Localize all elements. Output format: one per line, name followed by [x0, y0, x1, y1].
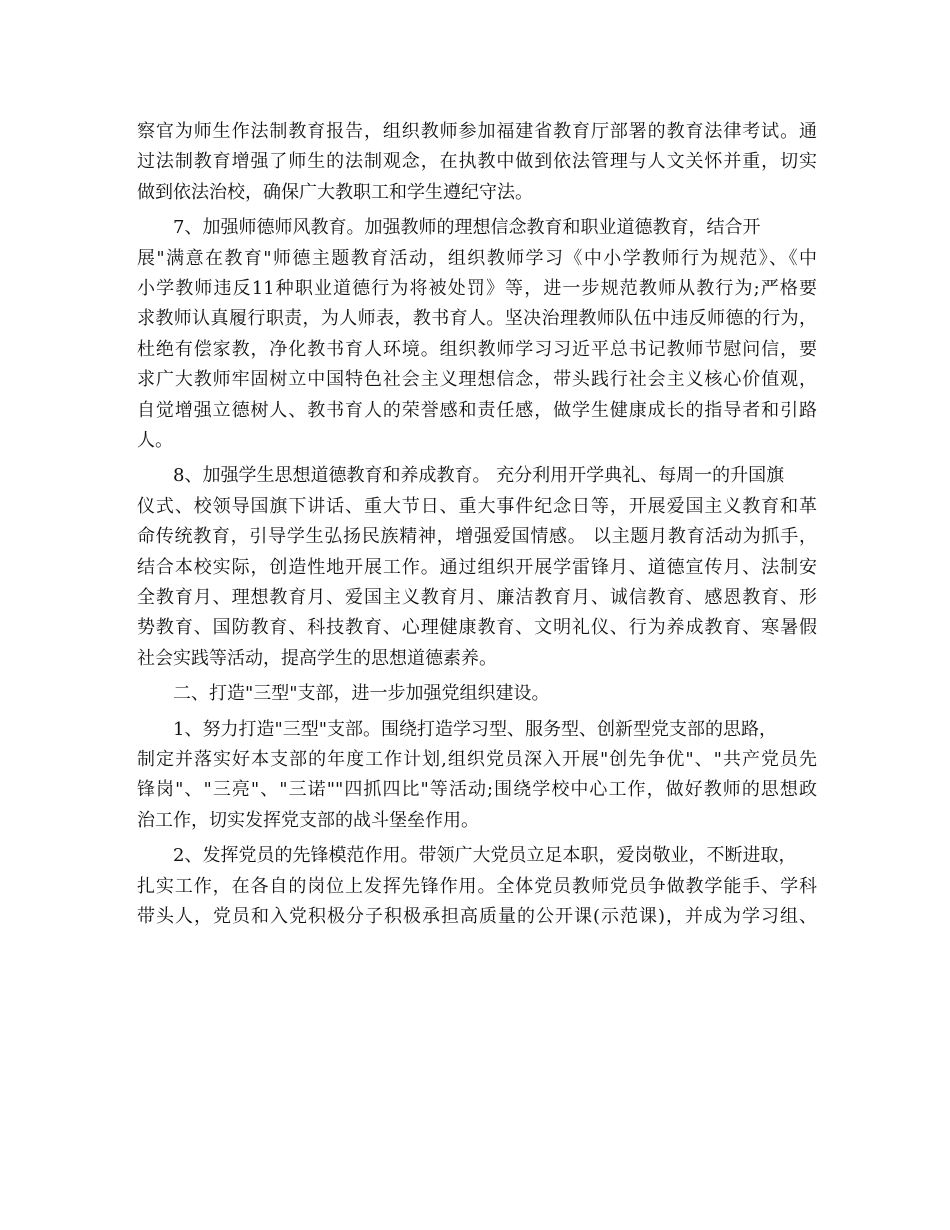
document-body	[137, 117, 817, 932]
section-heading-party-building	[137, 679, 817, 709]
text-line: 势教育、国防教育、科技教育、心理健康教育、文明礼仪、行为养成教育、寒暑假	[137, 617, 817, 639]
text-line: 治工作，切实发挥党支部的战斗堡垒作用。	[137, 809, 479, 831]
text-line: 全教育月、理想教育月、爱国主义教育月、廉洁教育月、诚信教育、感恩教育、形	[137, 586, 817, 608]
text-line: 求广大教师牢固树立中国特色社会主义理想信念，带头践行社会主义核心价值观，	[137, 369, 817, 391]
text-line: 2、发挥党员的先锋模范作用。带领广大党员立足本职，爱岗敬业，不断进取，	[173, 845, 797, 867]
paragraph-student-moral-education	[137, 461, 817, 674]
text-line: 8、加强学生思想道德教育和养成教育。 充分利用开学典礼、每周一的升国旗	[173, 465, 785, 487]
text-line: 扎实工作，在各自的岗位上发挥先锋作用。全体党员教师党员争做教学能手、学科	[137, 875, 817, 897]
paragraph-party-member-role	[137, 841, 817, 932]
text-line: 锋岗"、"三亮"、"三诺""四抓四比"等活动;围绕学校中心工作，做好教师的思想政	[137, 779, 817, 801]
text-line: 命传统教育，引导学生弘扬民族精神，增强爱国情感。 以主题月教育活动为抓手，	[137, 526, 817, 548]
text-line: 制定并落实好本支部的年度工作计划,组织党员深入开展"创先争优"、"共产党员先	[137, 748, 817, 770]
text-line: 展"满意在教育"师德主题教育活动，组织教师学习《中小学教师行为规范》、《中	[137, 247, 817, 269]
paragraph-three-type-branch	[137, 715, 817, 837]
paragraph-teacher-ethics	[137, 213, 817, 456]
text-line: 人。	[137, 429, 173, 451]
text-line: 做到依法治校，确保广大教职工和学生遵纪守法。	[137, 181, 533, 203]
text-line: 7、加强师德师风教育。加强教师的理想信念教育和职业道德教育，结合开	[173, 217, 761, 239]
text-line: 察官为师生作法制教育报告，组织教师参加福建省教育厅部署的教育法律考试。通	[137, 121, 817, 142]
text-line: 仪式、校领导国旗下讲话、重大节日、重大事件纪念日等，开展爱国主义教育和革	[137, 495, 817, 517]
text-line: 结合本校实际，创造性地开展工作。通过组织开展学雷锋月、道德宣传月、法制安	[137, 556, 817, 578]
text-line: 社会实践等活动，提高学生的思想道德素养。	[137, 647, 497, 669]
text-line: 求教师认真履行职责，为人师表，教书育人。坚决治理教师队伍中违反师德的行为，	[137, 308, 817, 330]
text-line: 二、打造"三型"支部，进一步加强党组织建设。	[173, 683, 550, 705]
text-line: 小学教师违反11种职业道德行为将被处罚》等，进一步规范教师从教行为;严格要	[137, 277, 817, 299]
paragraph-legal-education	[137, 117, 817, 208]
text-line: 自觉增强立德树人、教书育人的荣誉感和责任感，做学生健康成长的指导者和引路	[137, 399, 817, 421]
text-line: 杜绝有偿家教，净化教书育人环境。组织教师学习习近平总书记教师节慰问信，要	[137, 338, 817, 360]
text-line: 带头人，党员和入党积极分子积极承担高质量的公开课(示范课)，并成为学习组、	[137, 905, 817, 927]
text-line: 1、努力打造"三型"支部。围绕打造学习型、服务型、创新型党支部的思路，	[173, 718, 778, 740]
text-line: 过法制教育增强了师生的法制观念，在执教中做到依法管理与人文关怀并重，切实	[137, 151, 817, 173]
